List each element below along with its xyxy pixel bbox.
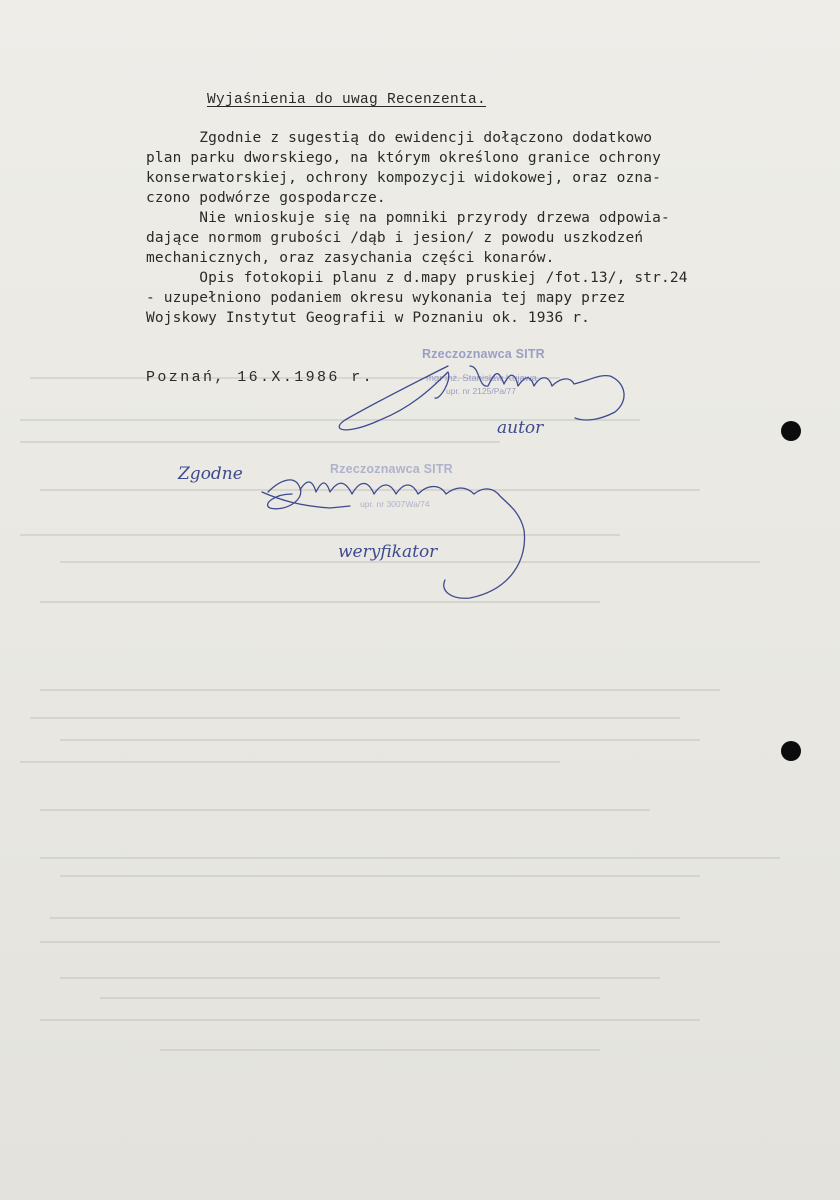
author-note: autor — [497, 418, 544, 438]
author-stamp-name: mgr inż. Stanisław Kujawa — [426, 373, 537, 384]
place-and-date: Poznań, 16.X.1986 r. — [146, 369, 375, 386]
document-title: Wyjaśnienia do uwag Recenzenta. — [207, 92, 487, 108]
punch-hole — [781, 421, 801, 441]
verifier-stamp-name-illegible — [342, 486, 453, 497]
paragraph-evidence-plan: Zgodnie z sugestią do ewidencji dołączono dodatkowo plan parku dworskiego, na którym określono granice ochrony konserwatorskiej, ochrony kompozycji widokowej, oraz ozna- czono podwórze gospodarcze. — [146, 130, 662, 206]
punch-hole — [781, 741, 801, 761]
verifier-note: weryfikator — [338, 542, 438, 562]
verifier-stamp-title: Rzeczoznawca SITR — [330, 462, 453, 476]
show-through-text — [0, 330, 840, 1200]
agreement-note: Zgodne — [178, 464, 243, 484]
paragraph-map-description: Opis fotokopii planu z d.mapy pruskiej /fot.13/, str.24 - uzupełniono podaniem okresu wykonania tej mapy przez Wojskowy Instytut Geografii w Poznaniu ok. 1936 r. — [146, 270, 688, 326]
verifier-stamp — [330, 462, 453, 509]
paragraph-natural-monuments: Nie wnioskuje się na pomniki przyrody drzewa odpowia- dające normom grubości /dąb i jesion/ z powodu uszkodzeń mechanicznych, oraz zasychania części konarów. — [146, 210, 670, 266]
author-stamp-title: Rzeczoznawca SITR — [422, 347, 545, 361]
verifier-stamp-registration: upr. nr 3007Wa/74 — [360, 499, 430, 509]
author-stamp-registration: upr. nr 2125/Pa/77 — [446, 386, 516, 396]
author-stamp — [422, 347, 545, 396]
